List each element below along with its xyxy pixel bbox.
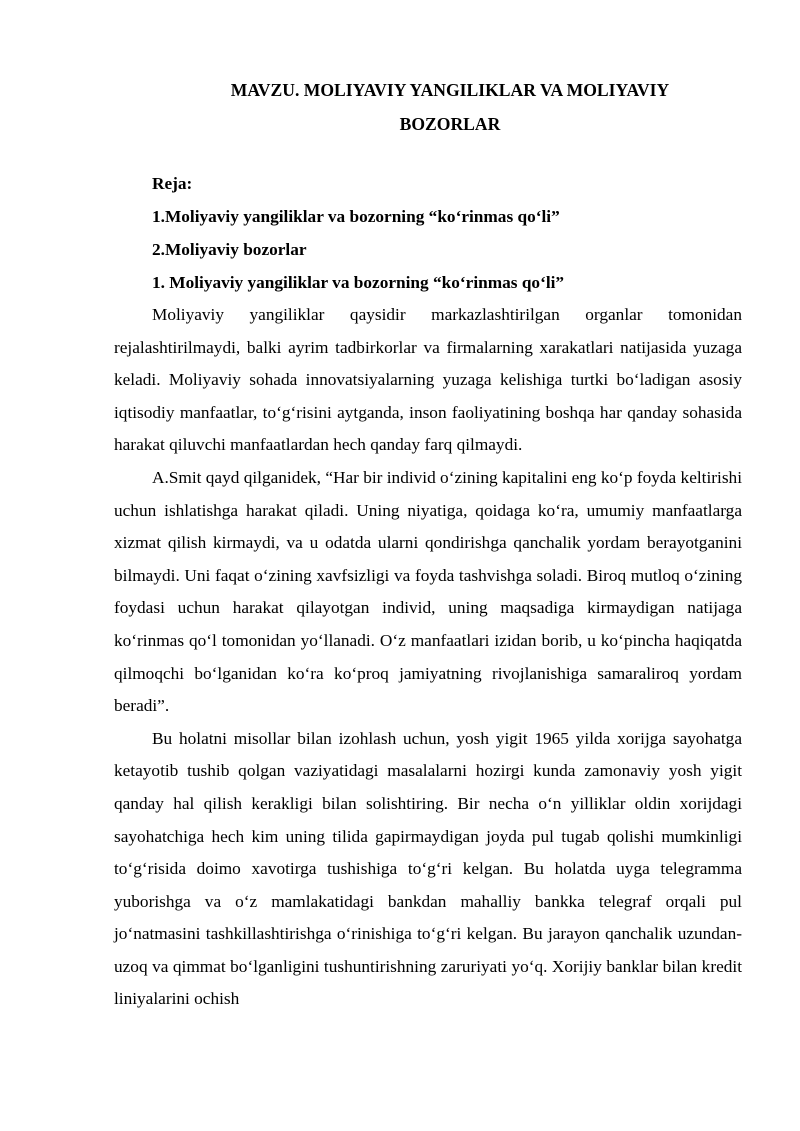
paragraph-2: A.Smit qayd qilganidek, “Har bir individ o‘zining kapitalini eng ko‘p foyda keltirishi uchun ishlatishga harakat qiladi. Uning niyatiga, qoidaga ko‘ra, umumiy manfaatlarga xizmat qilish kirmaydi, va u odatda ularni qondirishga qanchalik yordam berayotganini bilmaydi. Uni faqat o‘zining xavfsizligi va foyda tashvishga soladi. Biroq mutloq o‘zining foydasi uchun harakat qilayotgan individ, uning maqsadiga kirmaydigan natijaga ko‘rinmas qo‘l tomonidan yo‘llanadi. O‘z manfaatlari izidan borib, u ko‘pincha haqiqatda qilmoqchi bo‘lganidan ko‘ra ko‘proq jamiyatning rivojlanishiga samaraliroq yordam beradi”.: [114, 467, 742, 716]
plan-item-1: 1.Moliyaviy yangiliklar va bozorning “ko‘rinmas qo‘li”: [152, 207, 560, 226]
plan-section: [114, 167, 742, 299]
title-line-1: MAVZU. MOLIYAVIY YANGILIKLAR VA MOLIYAVIY: [230, 80, 670, 100]
paragraph-3: Bu holatni misollar bilan izohlash uchun, yosh yigit 1965 yilda xorijga sayohatga ketayotib tushib qolgan vaziyatidagi masalalarni hozirgi kunda zamonaviy yosh yigit qanday hal qilish kerakligi bilan solishtiring. Bir necha o‘n yilliklar oldin xorijdagi sayohatchiga hech kim uning tilida gapirmaydigan joyda pul tugab qolishi mumkinligi to‘g‘risida doimo xavotirga tushishiga to‘g‘ri kelgan. Bu holatda uyga telegramma yuborishga va o‘z mamlakatidagi bankdan mahalliy bankka telegraf orqali pul jo‘natmasini tashkillashtirishga o‘rinishiga to‘g‘ri kelgan. Bu jarayon qanchalik uzundan-uzoq va qimmat bo‘lganligini tushuntirishning zaruriyati yo‘q. Xorijiy banklar bilan kredit liniyalarini ochish: [114, 728, 742, 1009]
document-title: [114, 73, 742, 141]
plan-heading: Reja:: [152, 174, 193, 193]
section-heading: 1. Moliyaviy yangiliklar va bozorning “ko‘rinmas qo‘li”: [152, 273, 565, 292]
title-line-2: BOZORLAR: [399, 114, 501, 134]
document-page: [114, 0, 742, 1016]
paragraph-1: Moliyaviy yangiliklar qaysidir markazlashtirilgan organlar tomonidan rejalashtirilmaydi, balki ayrim tadbirkorlar va firmalarning xarakatlari natijasida yuzaga keladi. Moliyaviy sohada innovatsiyalarning yuzaga kelishiga turtki bo‘ladigan asosiy iqtisodiy manfaatlar, to‘g‘risini aytganda, inson faoliyatining boshqa har qanday sohasida harakat qiluvchi manfaatlardan hech qanday farq qilmaydi.: [114, 305, 742, 455]
plan-item-2: 2.Moliyaviy bozorlar: [152, 240, 307, 259]
